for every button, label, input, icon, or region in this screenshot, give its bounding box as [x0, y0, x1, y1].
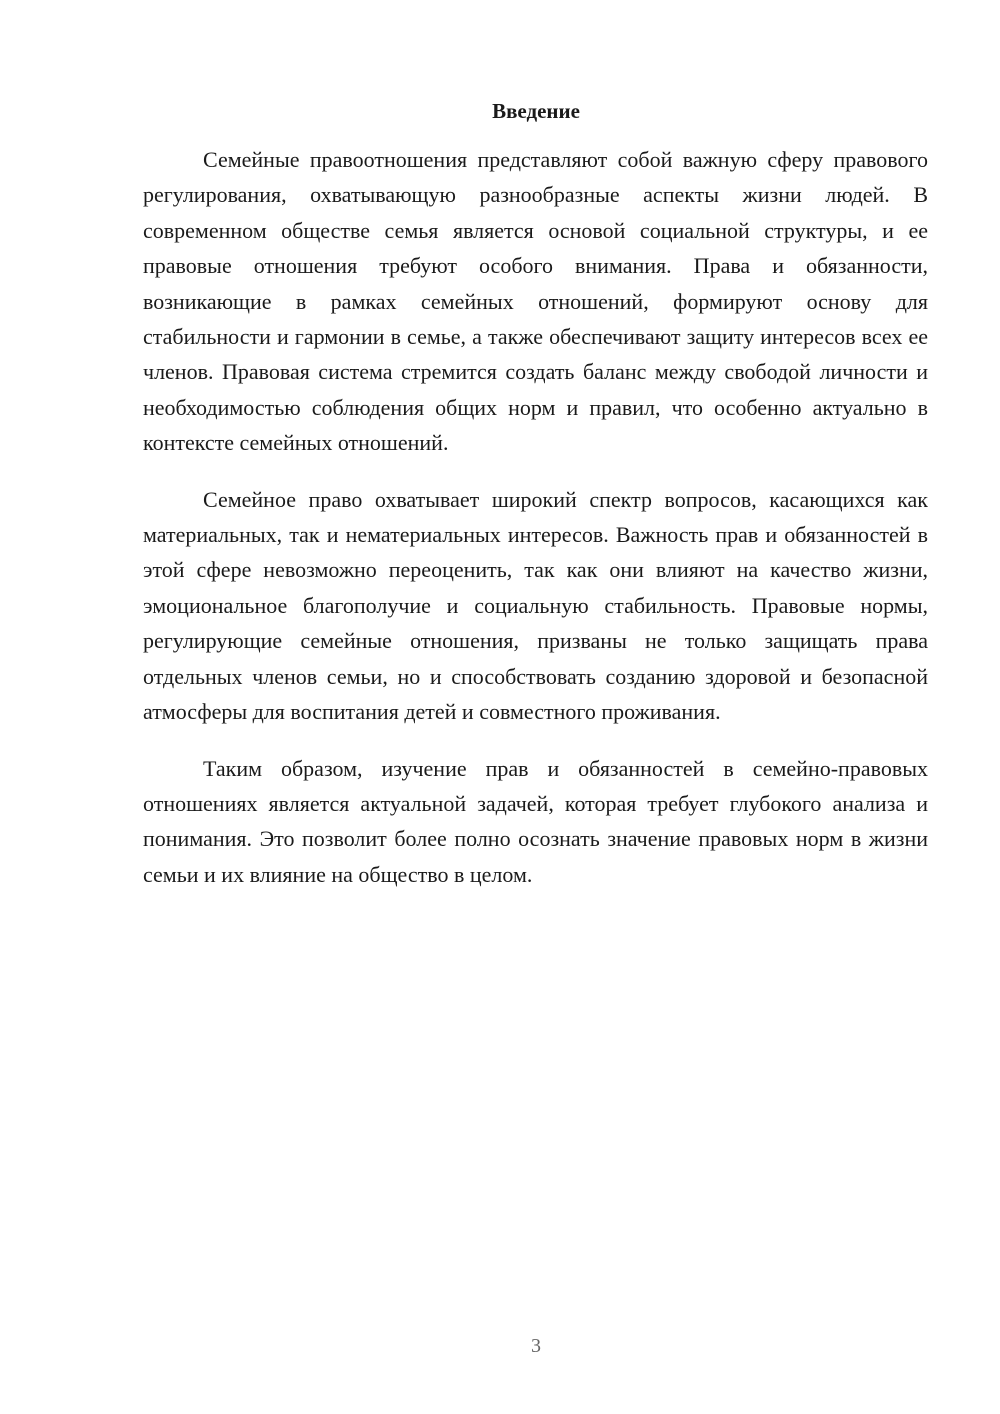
- paragraph-2: Семейное право охватывает широкий спектр вопросов, касающихся как материальных, так и нематериальных интересов. Важность прав и обязанностей в этой сфере невозможно переоценить, так как они влияют на качество жизни, эмоциональное благополучие и социальную стабильность. Правовые нормы, регулирующие семейные отношения, призваны не только защищать права отдельных членов семьи, но и способствовать созданию здоровой и безопасной атмосферы для воспитания детей и совместного проживания.: [143, 486, 928, 725]
- body-text: [143, 142, 928, 913]
- paragraph-1: Семейные правоотношения представляют собой важную сферу правового регулирования, охватывающую разнообразные аспекты жизни людей. В современном обществе семья является основой социальной структуры, и ее правовые отношения требуют особого внимания. Права и обязанности, возникающие в рамках семейных отношений, формируют основу для стабильности и гармонии в семье, а также обеспечивают защиту интересов всех ее членов. Правовая система стремится создать баланс между свободой личности и необходимостью соблюдения общих норм и правил, что особенно актуально в контексте семейных отношений.: [143, 147, 928, 456]
- page-number: 3: [531, 1335, 541, 1357]
- section-title: Введение: [492, 99, 580, 123]
- paragraph-3: Таким образом, изучение прав и обязанностей в семейно-правовых отношениях является актуальной задачей, которая требует глубокого анализа и понимания. Это позволит более полно осознать значение правовых норм в жизни семьи и их влияние на общество в целом.: [143, 755, 928, 887]
